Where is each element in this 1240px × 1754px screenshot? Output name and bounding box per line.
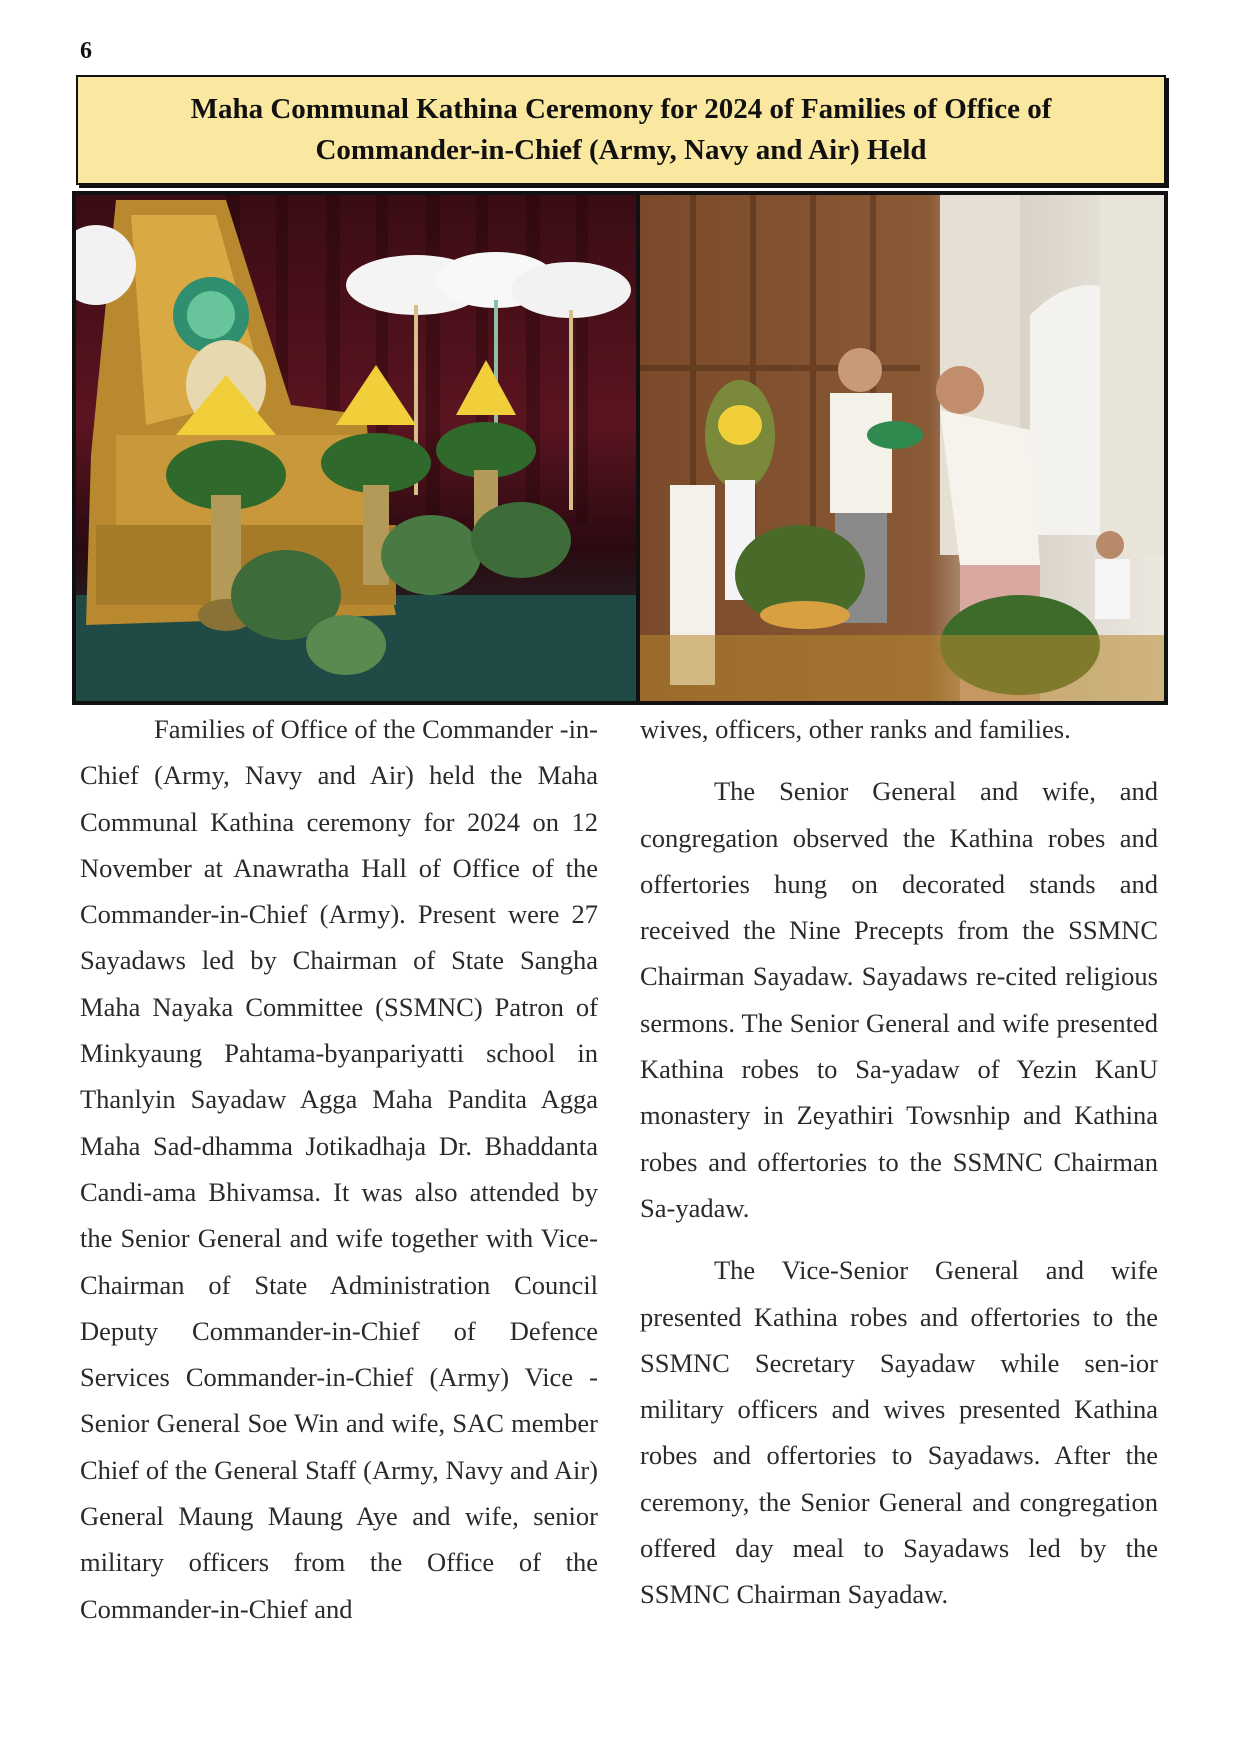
headline-box: [76, 75, 1166, 185]
ceremony-shrine-image: [76, 195, 636, 701]
article-right-column: [640, 706, 1158, 1618]
shrine-illustration: [76, 195, 636, 701]
offering-ceremony-image: [640, 195, 1164, 701]
headline: Maha Communal Kathina Ceremony for 2024 of Families of Office of Commander-in-Chief (Army, Navy and Air) Held: [190, 93, 1052, 166]
article-paragraph-1: Families of Office of the Commander -in-Chief (Army, Navy and Air) held the Maha Communal Kathina ceremony for 2024 on 12 November at Anawratha Hall of Office of the Commander-in-Chief (Army). Present were 27 Sayadaws led by Chairman of State Sangha Maha Nayaka Committee (SSMNC) Patron of Minkyaung Pahtama-byanpariyatti school in Thanlyin Sayadaw Agga Maha Pandita Agga Maha Sad-dhamma Jotikadhaja Dr. Bhaddanta Candi-ama Bhivamsa. It was also attended by the Senior General and wife together with Vice-Chairman of State Administration Council Deputy Commander-in-Chief of Defence Services Commander-in-Chief (Army) Vice -Senior General Soe Win and wife, SAC member Chief of the General Staff (Army, Navy and Air) General Maung Maung Aye and wife, senior military officers from the Office of the Commander-in-Chief and: [80, 714, 599, 1624]
photo-frame: [72, 191, 1168, 705]
offering-illustration: [640, 195, 1164, 701]
article-paragraph-3: The Vice-Senior General and wife presented Kathina robes and offertories to the SSMNC Secretary Sayadaw while sen-ior military officers and wives presented Kathina robes and offertories to Sayadaws. After the ceremony, the Senior General and congregation offered day meal to Sayadaws led by the SSMNC Chairman Sayadaw.: [640, 1255, 1158, 1610]
article-paragraph-2: The Senior General and wife, and congregation observed the Kathina robes and offertories hung on decorated stands and received the Nine Precepts from the SSMNC Chairman Sayadaw. Sayadaws re-cited religious sermons. The Senior General and wife presented Kathina robes to Sa-yadaw of Yezin KanU monastery in Zeyathiri Towsnhip and Kathina robes and offertories to the SSMNC Chairman Sa-yadaw.: [640, 776, 1158, 1223]
article-paragraph-1-continuation: wives, officers, other ranks and families.: [640, 714, 1071, 744]
article-left-column: [80, 706, 598, 1632]
page-number: 6: [80, 38, 92, 64]
